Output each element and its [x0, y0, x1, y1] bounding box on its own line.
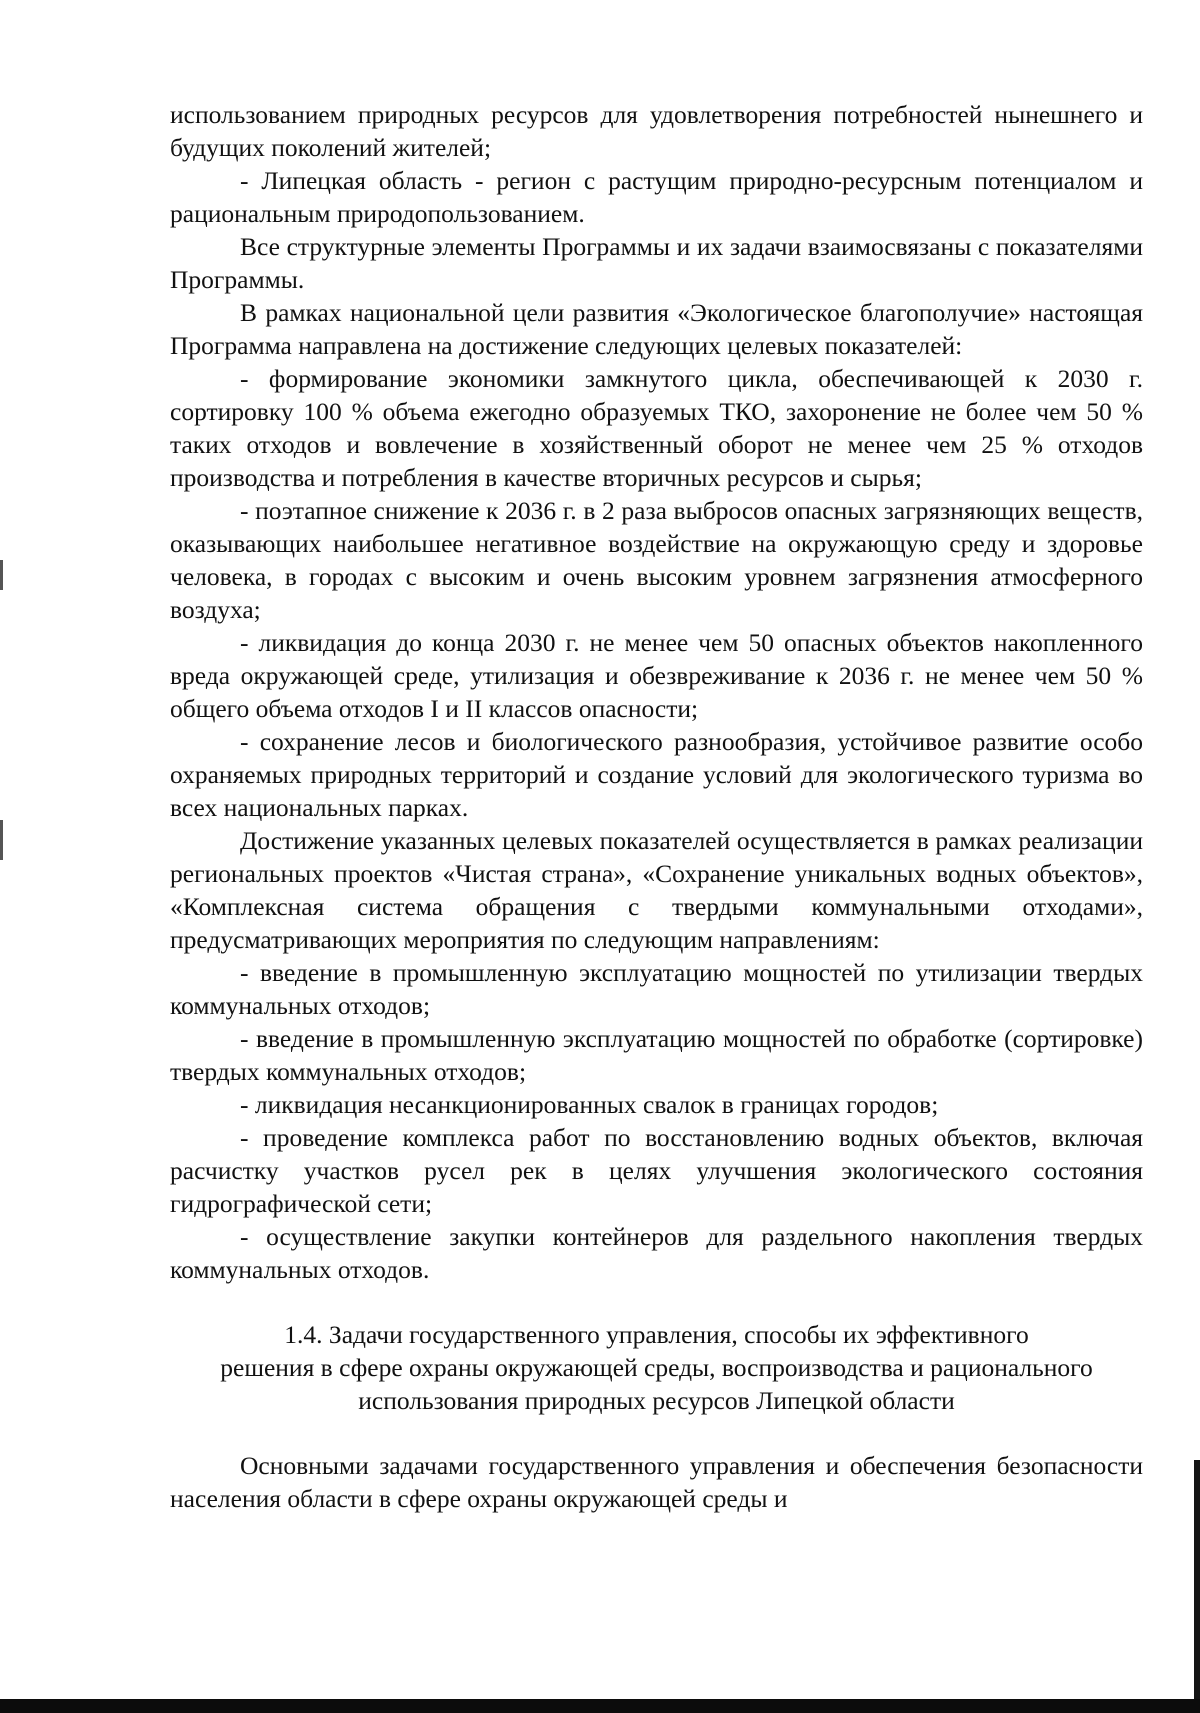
paragraph: - ликвидация до конца 2030 г. не менее чем 50 опасных объектов накопленного вреда окружающей среде, утилизация и обезвреживание к 2036 г. не менее чем 50 % общего объема отходов I и II классов опасности; — [170, 628, 1143, 723]
paragraph: использованием природных ресурсов для удовлетворения потребностей нынешнего и будущих поколений жителей; — [170, 100, 1143, 162]
section-heading-line: решения в сфере охраны окружающей среды, воспроизводства и рационального — [220, 1353, 1093, 1382]
paragraph: Достижение указанных целевых показателей осуществляется в рамках реализации региональных проектов «Чистая страна», «Сохранение уникальных водных объектов», «Комплексная система обращения с твердыми коммунальными отходами», предусматривающих мероприятия по следующим направлениям: — [170, 826, 1143, 954]
paragraph: Основными задачами государственного управления и обеспечения безопасности населения области в сфере охраны окружающей среды и — [170, 1451, 1143, 1513]
paragraph-list-top — [170, 98, 1143, 1286]
scan-artifact-mark — [0, 560, 3, 590]
section-heading-line: 1.4. Задачи государственного управления, способы их эффективного — [284, 1320, 1029, 1349]
paragraph: - Липецкая область - регион с растущим природно-ресурсным потенциалом и рациональным природопользованием. — [170, 166, 1143, 228]
scan-bottom-edge — [0, 1699, 1200, 1713]
section-heading — [170, 1318, 1143, 1417]
paragraph: - поэтапное снижение к 2036 г. в 2 раза выбросов опасных загрязняющих веществ, оказывающих наибольшее негативное воздействие на окружающую среду и здоровье человека, в городах с высоким и очень высоким уровнем загрязнения атмосферного воздуха; — [170, 496, 1143, 624]
scan-artifact-mark — [0, 820, 3, 860]
section-heading-line: использования природных ресурсов Липецкой области — [358, 1386, 955, 1415]
scan-edge-shadow — [1194, 1460, 1200, 1713]
paragraph: - ликвидация несанкционированных свалок в границах городов; — [240, 1090, 939, 1119]
paragraph: - формирование экономики замкнутого цикла, обеспечивающей к 2030 г. сортировку 100 % объема ежегодно образуемых ТКО, захоронение не более чем 50 % таких отходов и вовлечение в хозяйственный оборот не менее чем 25 % отходов производства и потребления в качестве вторичных ресурсов и сырья; — [170, 364, 1143, 492]
document-body — [170, 98, 1143, 1515]
paragraph: - проведение комплекса работ по восстановлению водных объектов, включая расчистку участков русел рек в целях улучшения экологического состояния гидрографической сети; — [170, 1123, 1143, 1218]
paragraph: - введение в промышленную эксплуатацию мощностей по утилизации твердых коммунальных отходов; — [170, 958, 1143, 1020]
paragraph: - введение в промышленную эксплуатацию мощностей по обработке (сортировке) твердых коммунальных отходов; — [170, 1024, 1143, 1086]
paragraph: Все структурные элементы Программы и их задачи взаимосвязаны с показателями Программы. — [170, 232, 1143, 294]
paragraph: В рамках национальной цели развития «Экологическое благополучие» настоящая Программа направлена на достижение следующих целевых показателей: — [170, 298, 1143, 360]
paragraph-list-bottom — [170, 1449, 1143, 1515]
paragraph: - сохранение лесов и биологического разнообразия, устойчивое развитие особо охраняемых природных территорий и создание условий для экологического туризма во всех национальных парках. — [170, 727, 1143, 822]
paragraph: - осуществление закупки контейнеров для раздельного накопления твердых коммунальных отходов. — [170, 1222, 1143, 1284]
